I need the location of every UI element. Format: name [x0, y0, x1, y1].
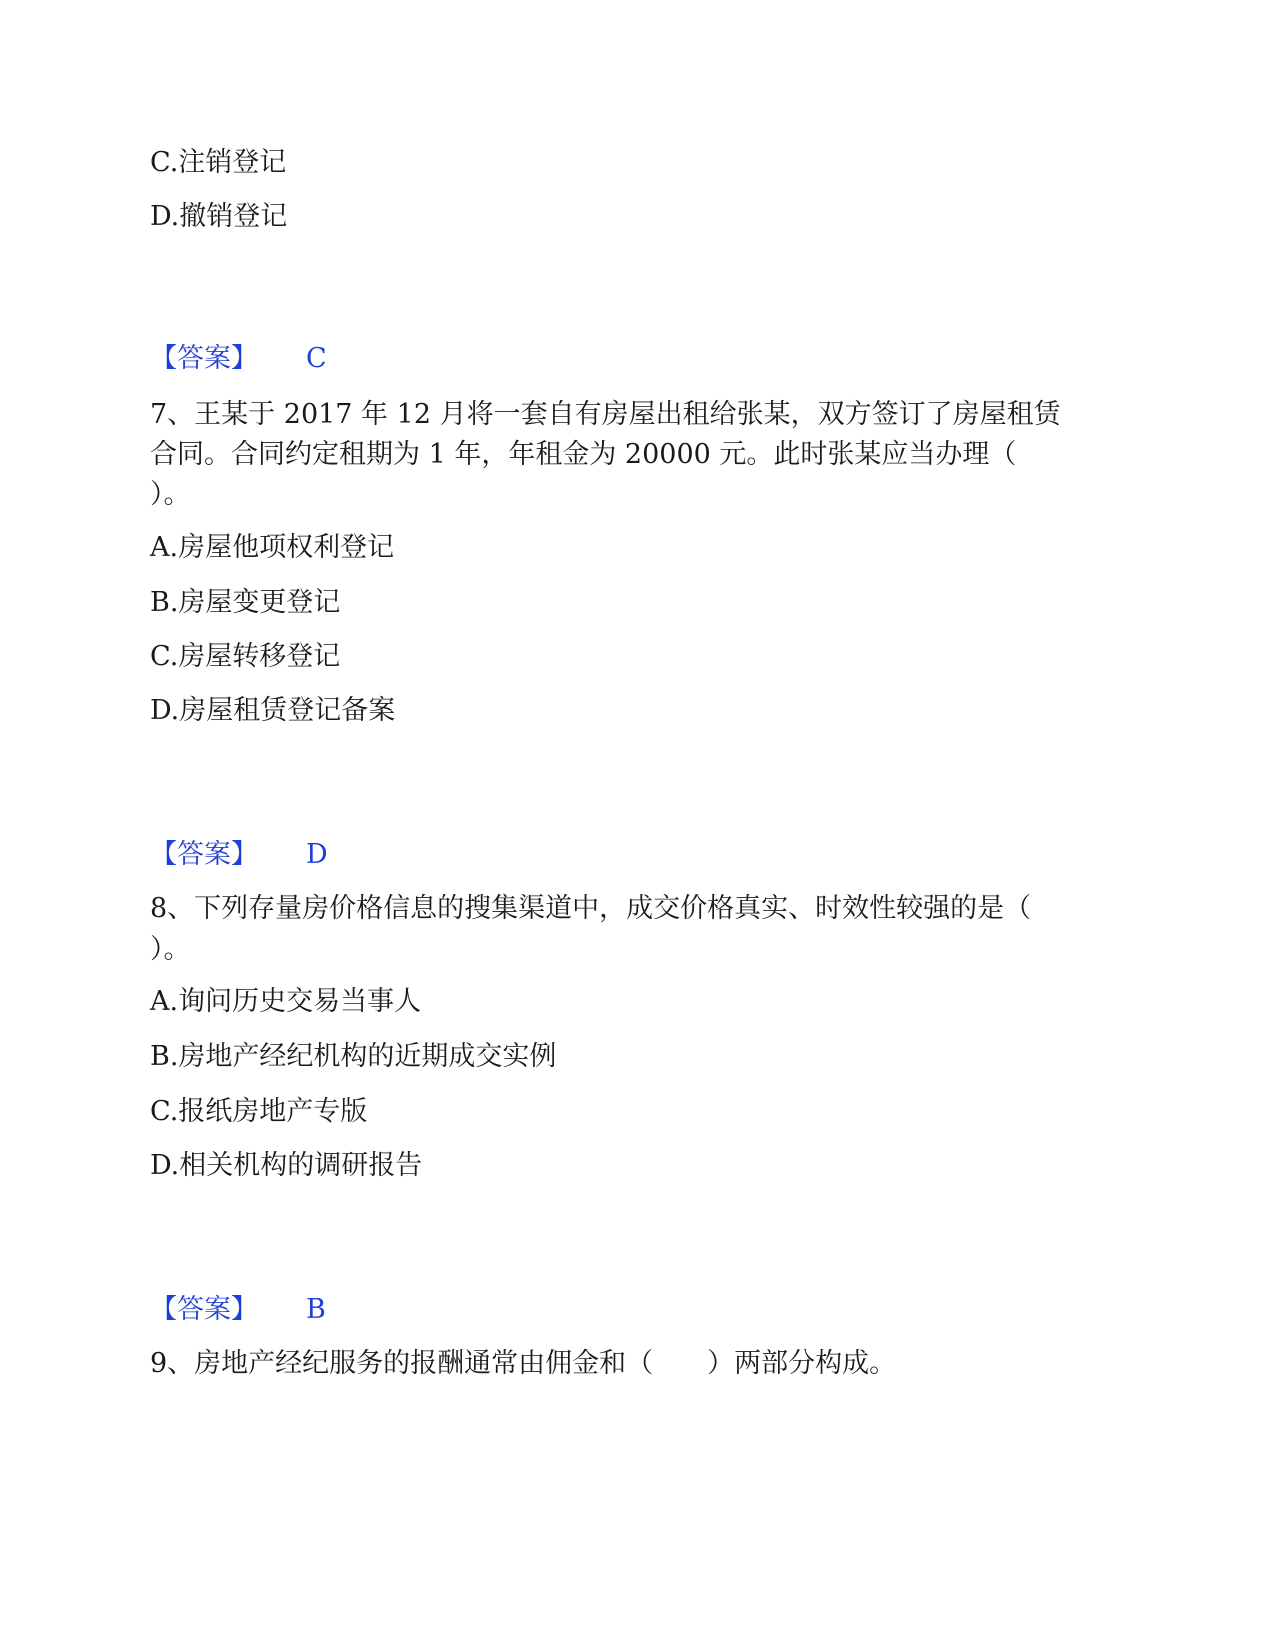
q7-option-c: C.房屋转移登记	[150, 641, 341, 672]
answer-letter: D	[306, 839, 328, 870]
q7-option-d: D.房屋租赁登记备案	[150, 695, 396, 726]
answer-letter: B	[306, 1294, 326, 1325]
q8-answer	[150, 1293, 326, 1327]
q7-option-b: B.房屋变更登记	[150, 587, 341, 618]
q6-option-c: C.注销登记	[150, 147, 287, 178]
q6-option-d: D.撤销登记	[150, 201, 288, 232]
q8-option-b: B.房地产经纪机构的近期成交实例	[150, 1041, 557, 1072]
q7-option-a: A.房屋他项权利登记	[150, 532, 395, 563]
answer-label: 【答案】	[150, 1294, 258, 1325]
answer-label: 【答案】	[150, 343, 258, 374]
q8-option-c: C.报纸房地产专版	[150, 1096, 368, 1127]
q8-stem-line-2: ）。	[150, 934, 191, 965]
answer-letter: C	[306, 343, 327, 374]
q7-answer	[150, 838, 328, 872]
q7-stem-line-2: 合同。合同约定租期为 1 年，年租金为 20000 元。此时张某应当办理（	[150, 439, 1017, 470]
answer-label: 【答案】	[150, 839, 258, 870]
q7-stem-line-3: ）。	[150, 479, 191, 510]
q6-answer	[150, 342, 327, 376]
q7-stem-line-1: 7、王某于 2017 年 12 月将一套自有房屋出租给张某，双方签订了房屋租赁	[150, 399, 1061, 430]
q8-option-d: D.相关机构的调研报告	[150, 1150, 423, 1181]
q8-stem-line-1: 8、下列存量房价格信息的搜集渠道中，成交价格真实、时效性较强的是（	[150, 893, 1032, 924]
q8-option-a: A.询问历史交易当事人	[150, 986, 422, 1017]
q9-stem-line-1: 9、房地产经纪服务的报酬通常由佣金和（ ）两部分构成。	[150, 1348, 897, 1379]
